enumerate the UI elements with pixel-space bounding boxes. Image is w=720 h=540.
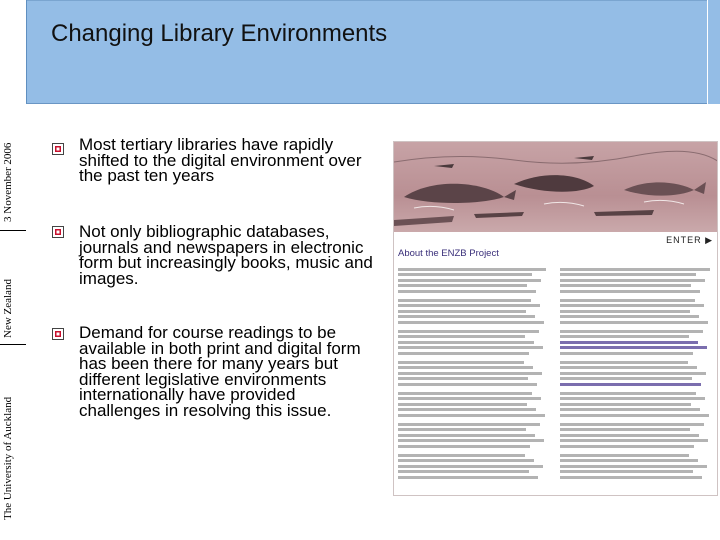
ss-text-line [398,434,535,437]
ss-text-line [398,366,533,369]
bullet-icon [52,328,64,340]
ss-text-line [560,273,696,276]
ss-text-line [560,423,704,426]
whales-illustration [394,142,718,232]
ss-text-line [398,383,537,386]
ss-text-line [560,397,705,400]
ss-text-line [560,459,698,462]
bullet-icon [52,226,64,238]
ss-text-line [398,284,527,287]
ss-text-line [398,377,528,380]
ss-text-line [398,310,526,313]
ss-text-line [398,299,531,302]
ss-text-line [398,335,525,338]
ss-text-line [560,330,703,333]
slide-header [26,0,720,104]
ss-text-line [398,273,532,276]
vertical-sidebar [0,0,26,540]
bullet-icon [52,143,64,155]
ss-text-line [560,346,707,349]
bullet-text-3: Demand for course readings to be available in both print and digital form has been there for many years but different legislative environments internationally have provided challenges in resolving this issue. [79,323,361,420]
ss-text-line [398,445,530,448]
ss-text-line [560,341,698,344]
ss-text-line [560,361,688,364]
ss-text-line [560,290,700,293]
ss-text-line [560,476,702,479]
whaling-scene-image [394,142,717,232]
ss-heading: About the ENZB Project [398,248,499,259]
ss-text-line [560,445,694,448]
ss-text-line [560,366,697,369]
header-side-bar [707,0,720,104]
ss-text-line [560,439,708,442]
ss-text-line [398,454,525,457]
sidebar-institution: The University of Auckland [2,396,14,520]
slide-title: Changing Library Environments [51,20,388,47]
ss-text-line [398,470,529,473]
ss-text-line [398,439,544,442]
ss-text-line [398,408,536,411]
ss-text-line [398,346,543,349]
ss-text-line [398,397,541,400]
ss-text-line [398,428,526,431]
ss-text-line [398,459,534,462]
ss-text-line [398,268,546,271]
ss-text-line [560,299,695,302]
ss-text-line [398,330,539,333]
ss-text-line [560,428,690,431]
ss-text-line [560,403,691,406]
ss-text-line [560,352,693,355]
ss-text-line [560,310,690,313]
ss-text-line [560,408,700,411]
ss-text-line [560,304,704,307]
ss-text-line [398,476,538,479]
ss-text-line [398,403,527,406]
ss-text-line [398,279,541,282]
ss-text-line [560,470,693,473]
ss-text-line [398,372,542,375]
sidebar-region: New Zealand [2,279,14,338]
ss-text-line [560,383,701,386]
ss-text-line [398,361,524,364]
sidebar-divider [0,230,26,231]
ss-text-line [560,315,699,318]
ss-text-line [560,377,692,380]
ss-text-line [398,315,535,318]
ss-text-line [398,304,540,307]
ss-text-line [398,290,536,293]
bullet-text-2: Not only bibliographic databases, journals and newspapers in electronic form but increasingly books, music and images. [79,222,373,288]
ss-text-line [560,465,707,468]
ss-text-line [560,268,710,271]
ss-text-line [398,392,532,395]
sidebar-divider [0,344,26,345]
enter-link[interactable]: ENTER ▶ [666,235,713,245]
ss-text-line [398,423,540,426]
ss-text-line [560,454,689,457]
ss-text-line [560,392,696,395]
ss-text-line [560,372,706,375]
bullet-text-1: Most tertiary libraries have rapidly shifted to the digital environment over the past ten years [79,135,362,185]
ss-text-line [398,352,529,355]
ss-text-line [560,284,691,287]
sidebar-date: 3 November 2006 [2,142,14,222]
ss-text-line [560,279,705,282]
ss-text-line [398,414,545,417]
ss-text-line [398,321,544,324]
ss-text-line [560,434,699,437]
ss-text-line [398,341,534,344]
ss-text-line [560,414,709,417]
ss-text-line [560,321,708,324]
enzb-website-screenshot [393,141,718,496]
header-rule [27,0,720,1]
ss-text-line [560,335,689,338]
ss-text-line [398,465,543,468]
